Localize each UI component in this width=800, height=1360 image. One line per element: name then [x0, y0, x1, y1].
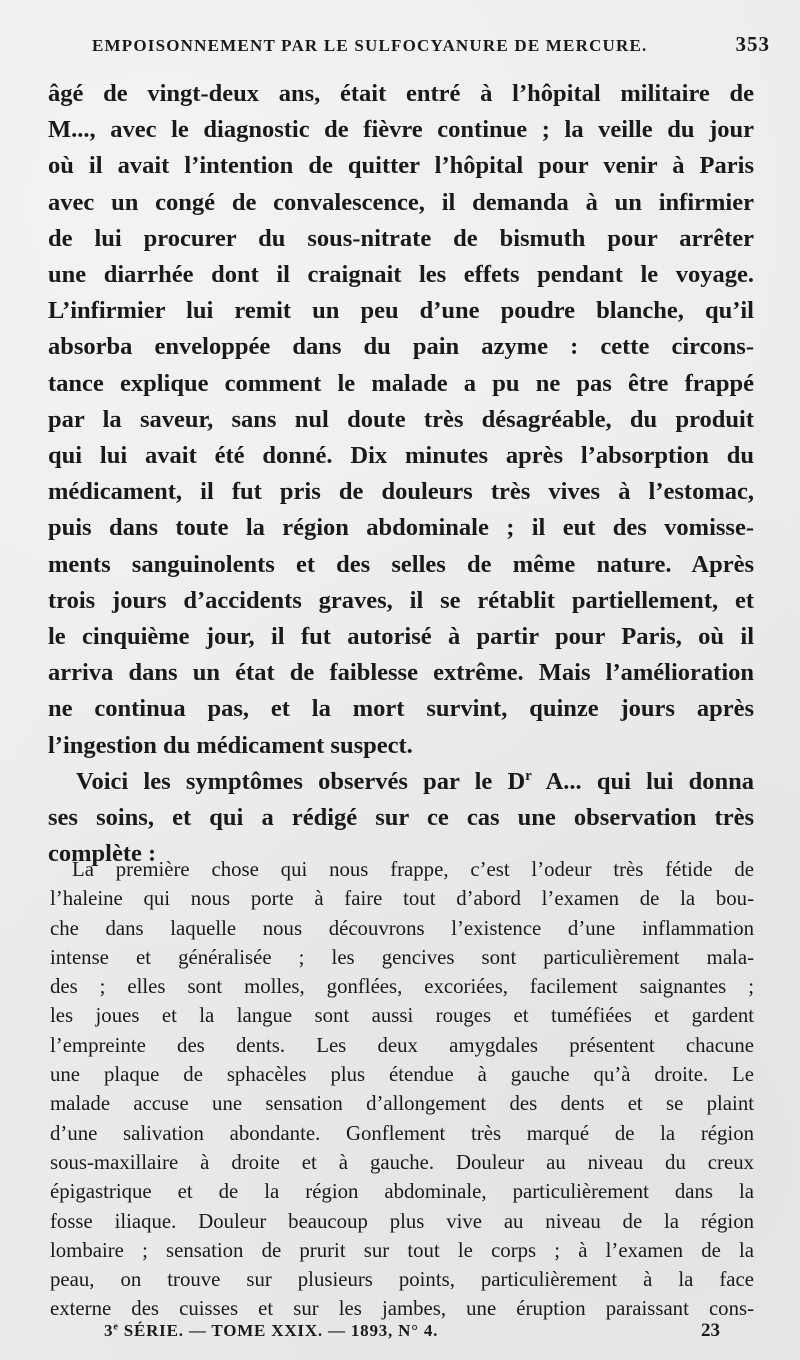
text-line: par la saveur, sans nul doute très désagréable, du produit	[48, 405, 754, 433]
quote-line: l’haleine qui nous porte à faire tout d’abord l’examen de la bou-	[50, 887, 754, 911]
quote-line: les joues et la langue sont aussi rouges et tuméfiées et gardent	[50, 1004, 754, 1028]
quote-line: malade accuse une sensation d’allongement des dents et se plaint	[50, 1092, 754, 1116]
text-line: l’ingestion du médicament suspect.	[48, 731, 413, 759]
quote-line: l’empreinte des dents. Les deux amygdales présentent chacune	[50, 1033, 754, 1057]
text-line: de lui procurer du sous-nitrate de bismuth pour arrêter	[48, 224, 754, 252]
text-line: absorba enveloppée dans du pain azyme : cette circons-	[48, 333, 754, 361]
text-line: arriva dans un état de faiblesse extrême. Mais l’amélioration	[48, 659, 754, 687]
quote-line: externe des cuisses et sur les jambes, une éruption paraissant cons-	[50, 1297, 754, 1321]
quote-line: sous-maxillaire à droite et à gauche. Douleur au niveau du creux	[50, 1150, 754, 1174]
text-line: complète :	[48, 840, 157, 868]
quote-line: une plaque de sphacèles plus étendue à gauche qu’à droite. Le	[50, 1063, 754, 1087]
text-line: M..., avec le diagnostic de fièvre continue ; la veille du jour	[48, 116, 754, 144]
text-line: avec un congé de convalescence, il demanda à un infirmier	[48, 188, 754, 216]
text-line: ments sanguinolents et des selles de même nature. Après	[48, 550, 754, 578]
text-fragment: A... qui lui donna	[531, 767, 754, 795]
text-line: une diarrhée dont il craignait les effets pendant le voyage.	[48, 261, 754, 289]
page-footer	[48, 1320, 770, 1348]
quote-line: des ; elles sont molles, gonflées, excoriées, facilement saignantes ;	[50, 975, 754, 999]
superscript: r	[525, 767, 532, 784]
text-line: médicament, il fut pris de douleurs très vives à l’estomac,	[48, 478, 754, 506]
series-info	[48, 1321, 438, 1341]
quote-line: intense et généralisée ; les gencives sont particulièrement mala-	[50, 945, 754, 969]
printer-signature: 23	[701, 1320, 720, 1341]
text-line: ne continua pas, et la mort survint, quinze jours après	[48, 695, 754, 723]
text-line	[48, 764, 754, 800]
quote-line: lombaire ; sensation de prurit sur tout le corps ; à l’examen de la	[50, 1238, 754, 1262]
text-line: L’infirmier lui remit un peu d’une poudre blanche, qu’il	[48, 297, 754, 325]
quote-line: d’une salivation abondante. Gonflement très marqué de la région	[50, 1121, 754, 1145]
quoted-observation	[50, 855, 754, 1324]
page-number: 353	[735, 32, 770, 56]
text-line: qui lui avait été donné. Dix minutes après l’absorption du	[48, 442, 754, 470]
quote-line: épigastrique et de la région abdominale, particulièrement dans la	[50, 1180, 754, 1204]
text-line: puis dans toute la région abdominale ; il eut des vomisse-	[48, 514, 754, 542]
quote-line: La première chose qui nous frappe, c’est l’odeur très fétide de	[72, 858, 754, 881]
quote-line: che dans laquelle nous découvrons l’existence d’une inflammation	[50, 916, 754, 940]
paragraph-1	[48, 76, 754, 764]
quote-line: peau, on trouve sur plusieurs points, particulièrement à la face	[50, 1268, 754, 1292]
main-body-text	[48, 76, 754, 872]
text-line: le cinquième jour, il fut autorisé à partir pour Paris, où il	[48, 623, 754, 651]
text-line: où il avait l’intention de quitter l’hôpital pour venir à Paris	[48, 152, 754, 180]
text-line: trois jours d’accidents graves, il se rétablit partiellement, et	[48, 586, 754, 614]
series-number: 3	[104, 1321, 114, 1340]
superscript: e	[113, 1321, 119, 1333]
text-line: tance explique comment le malade a pu ne pas être frappé	[48, 369, 754, 397]
series-details: SÉRIE. — TOME XXIX. — 1893, N° 4.	[118, 1321, 439, 1340]
text-line: ses soins, et qui a rédigé sur ce cas une observation très	[48, 804, 754, 832]
text-fragment: Voici les symptômes observés par le D	[76, 767, 526, 795]
text-line: âgé de vingt-deux ans, était entré à l’hôpital militaire de	[48, 80, 754, 107]
quote-line: fosse iliaque. Douleur beaucoup plus vive au niveau de la région	[50, 1209, 754, 1233]
running-title: EMPOISONNEMENT PAR LE SULFOCYANURE DE MERCURE.	[92, 36, 648, 55]
running-head	[48, 32, 770, 60]
